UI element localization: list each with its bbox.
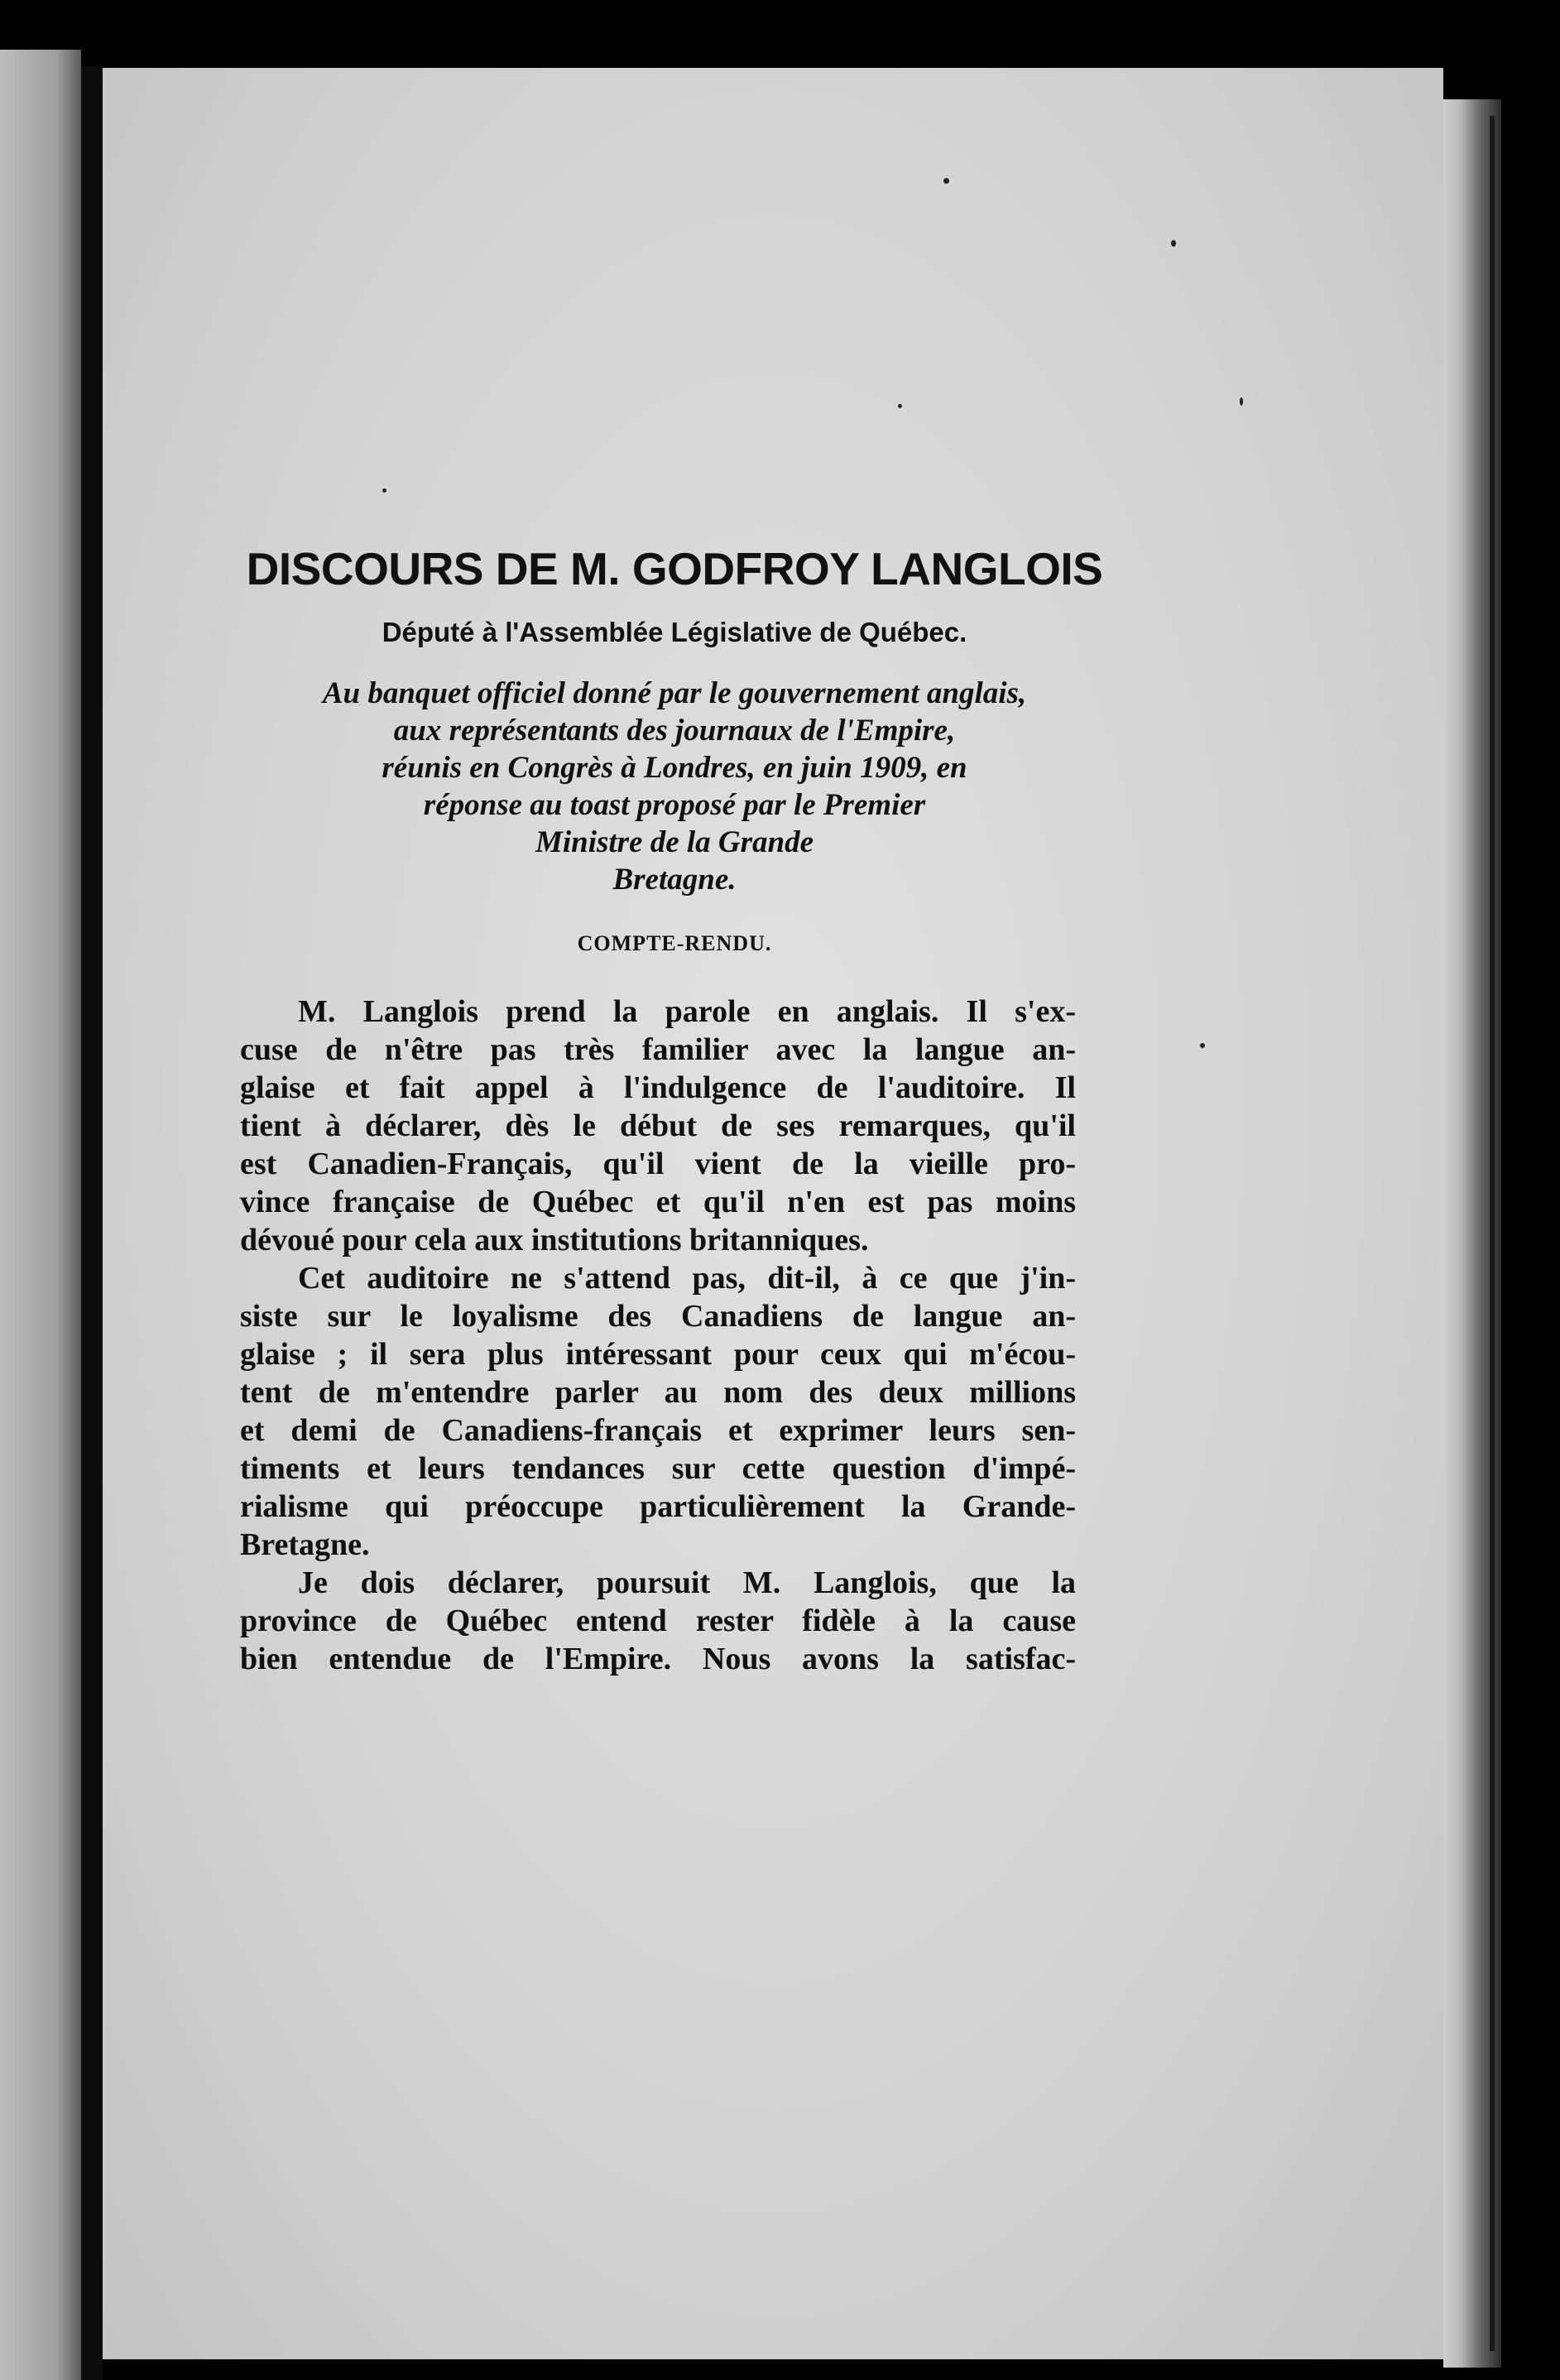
paper-speck: [898, 404, 902, 408]
text-line: glaise ; il sera plus intéressant pour ceux qui m'écou-: [240, 1337, 1076, 1372]
text-line: Je dois déclarer, poursuit M. Langlois, que la: [298, 1565, 1076, 1600]
book-gutter: [81, 66, 103, 2380]
paper-speck: [943, 178, 949, 184]
occasion-description: [244, 675, 1105, 898]
text-line: tent de m'entendre parler au nom des deux millions: [240, 1375, 1076, 1410]
paragraph: [240, 1564, 1076, 1678]
text-line: Bretagne.: [240, 1527, 370, 1562]
document-subtitle: Député à l'Assemblée Législative de Québec.: [382, 617, 967, 647]
occasion-line: Ministre de la Grande: [535, 825, 814, 859]
text-line: Cet auditoire ne s'attend pas, dit-il, à ce que j'in-: [298, 1261, 1076, 1296]
text-line: M. Langlois prend la parole en anglais. Il s'ex-: [298, 994, 1076, 1029]
occasion-line: réponse au toast proposé par le Premier: [423, 788, 926, 822]
occasion-line: Bretagne.: [612, 863, 737, 897]
text-line: timents et leurs tendances sur cette question d'impé-: [240, 1451, 1076, 1486]
document-body: [240, 542, 1109, 1678]
paragraph: [240, 993, 1076, 1259]
text-line: dévoué pour cela aux institutions britanniques.: [240, 1223, 869, 1257]
page-edge-shadow: [1490, 116, 1495, 2351]
paper-speck: [1200, 1043, 1205, 1048]
text-line: rialisme qui préoccupe particulièrement la Grande-: [240, 1489, 1076, 1524]
text-line: province de Québec entend rester fidèle à la cause: [240, 1603, 1076, 1638]
paper-speck: [382, 488, 386, 493]
adjacent-page-edge: [0, 50, 81, 2380]
occasion-line: réunis en Congrès à Londres, en juin 1909, en: [382, 751, 967, 785]
text-line: et demi de Canadiens-français et exprimer leurs sen-: [240, 1413, 1076, 1448]
text-line: est Canadien-Français, qu'il vient de la vieille pro-: [240, 1147, 1076, 1181]
report-heading: COMPTE-RENDU.: [577, 931, 772, 955]
text-line: cuse de n'être pas très familier avec la langue an-: [240, 1032, 1076, 1067]
text-line: bien entendue de l'Empire. Nous avons la satisfac-: [240, 1642, 1076, 1676]
paper-speck: [1240, 397, 1243, 406]
text-line: tient à déclarer, dès le début de ses remarques, qu'il: [240, 1108, 1076, 1143]
text-line: siste sur le loyalisme des Canadiens de langue an-: [240, 1299, 1076, 1334]
occasion-line: Au banquet officiel donné par le gouvernement anglais,: [322, 676, 1027, 710]
document-title: DISCOURS DE M. GODFROY LANGLOIS: [246, 543, 1103, 594]
paragraph: [240, 1259, 1076, 1564]
occasion-line: aux représentants des journaux de l'Empire,: [393, 714, 956, 748]
paper-speck: [1171, 240, 1176, 247]
text-line: vince française de Québec et qu'il n'en est pas moins: [240, 1185, 1076, 1219]
text-line: glaise et fait appel à l'indulgence de l'auditoire. Il: [240, 1070, 1076, 1105]
